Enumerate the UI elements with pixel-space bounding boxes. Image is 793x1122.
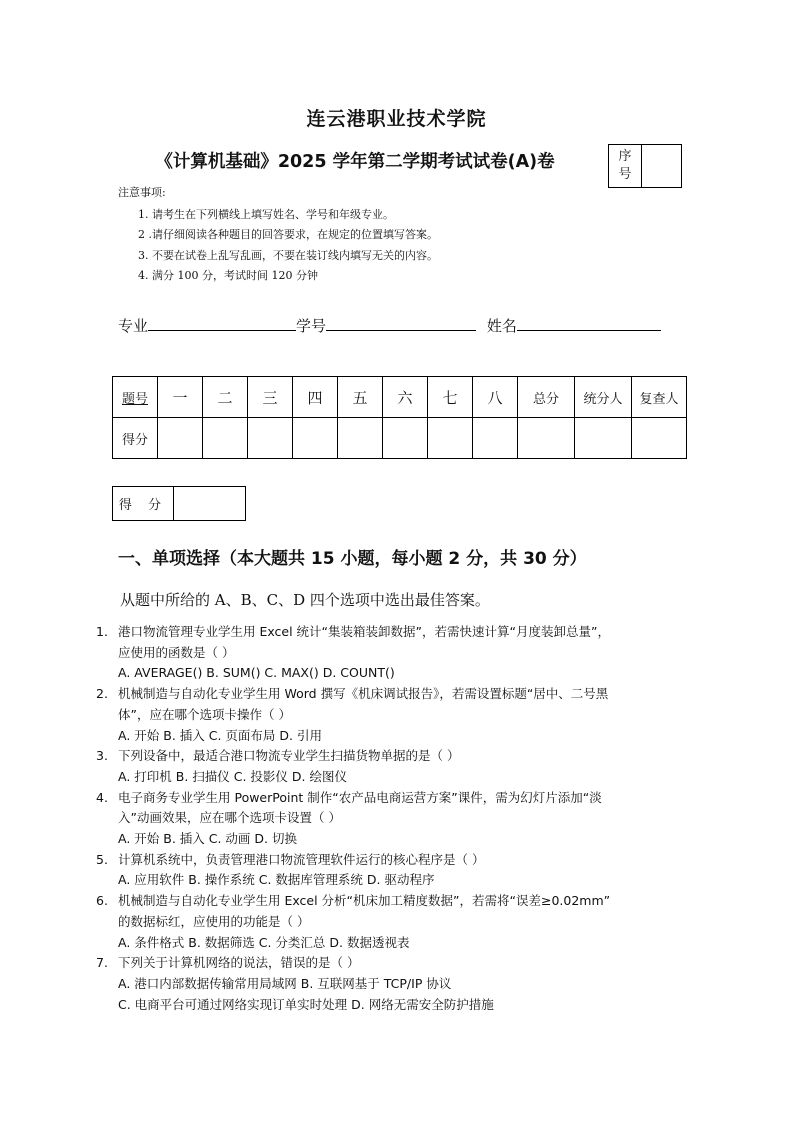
question-options: A. 港口内部数据传输常用局域网 B. 互联网基于 TCP/IP 协议 [118,975,452,991]
question-text: 港口物流管理专业学生用 Excel 统计“集装箱装卸数据”，若需快速计算“月度装卸总量”， [118,624,610,639]
question-item [96,622,696,684]
score-cell[interactable] [575,418,632,459]
score-header-cell: 五 [338,377,383,418]
sequence-number-box [608,144,682,188]
major-input-line[interactable] [148,314,296,331]
question-text: 下列设备中，最适合港口物流专业学生扫描货物单据的是（ ） [118,748,460,764]
score-table-header-row [113,377,687,418]
question-number: 7. [96,955,108,971]
question-text: 应使用的函数是（ ） [118,644,235,660]
score-header-cell: 题号 [113,377,158,418]
notes-heading: 注意事项: [118,186,166,199]
question-number: 3. [96,748,108,764]
question-text: 体”，应在哪个选项卡操作（ ） [118,706,291,722]
score-cell[interactable] [428,418,473,459]
question-options: C. 电商平台可通过网络实现订单实时处理 D. 网络无需安全防护措施 [118,996,494,1012]
question-number: 4. [96,789,108,805]
score-header-cell: 二 [203,377,248,418]
note-item: 1. 请考生在下列横线上填写姓名、学号和年级专业。 [138,207,394,221]
student-info-fields [118,314,661,337]
score-cell[interactable] [203,418,248,459]
question-item [96,953,696,1015]
question-number: 2. [96,686,108,702]
name-input-line[interactable] [517,314,661,331]
note-item: 3. 不要在试卷上乱写乱画，不要在装订线内填写无关的内容。 [138,248,438,262]
score-table [112,376,687,459]
student-id-label: 学号 [296,317,327,335]
notes [118,183,438,287]
question-text: 的数据标红，应使用的功能是（ ） [118,913,310,929]
score-header-cell: 一 [158,377,203,418]
question-text: 计算机系统中，负责管理港口物流管理软件运行的核心程序是（ ） [118,851,485,867]
score-cell[interactable] [248,418,293,459]
question-number: 5. [96,851,108,867]
score-cell[interactable] [158,418,203,459]
question-options: A. 应用软件 B. 操作系统 C. 数据库管理系统 D. 驱动程序 [118,872,435,888]
score-header-cell: 统分人 [575,377,632,418]
score-header-cell: 八 [473,377,518,418]
question-options: A. 打印机 B. 扫描仪 C. 投影仪 D. 绘图仪 [118,768,347,784]
sequence-label-char-2: 号 [618,167,632,182]
question-item [96,684,696,746]
section-instruction: 从题中所给的 A、B、C、D 四个选项中选出最佳答案。 [120,591,490,609]
question-item [96,850,696,891]
question-number: 1. [96,624,108,639]
school-name: 连云港职业技术学院 [306,108,487,130]
score-cell[interactable] [473,418,518,459]
question-options: A. 开始 B. 插入 C. 动画 D. 切换 [118,831,297,847]
student-id-input-line[interactable] [326,314,476,331]
question-list [96,622,696,1015]
note-item: 2 .请仔细阅读各种题目的回答要求，在规定的位置填写答案。 [138,228,438,241]
sequence-label-char-1: 序 [618,149,632,164]
sequence-value-field[interactable] [642,145,681,187]
sequence-label [609,145,642,187]
section-title: 一、单项选择（本大题共 15 小题，每小题 2 分，共 30 分） [118,549,587,569]
question-text: 入”动画效果，应在哪个选项卡设置（ ） [118,810,341,826]
score-cell[interactable] [518,418,575,459]
question-text: 机械制造与自动化专业学生用 Word 撰写《机床调试报告》，若需设置标题“居中、二号黑 [118,686,609,702]
question-item [96,746,696,787]
score-header-cell: 总分 [518,377,575,418]
section-score-label: 得 分 [113,487,174,520]
score-header-cell: 四 [293,377,338,418]
score-header-cell: 七 [428,377,473,418]
score-cell[interactable] [632,418,687,459]
major-label: 专业 [118,317,149,335]
question-text: 机械制造与自动化专业学生用 Excel 分析“机床加工精度数据”，若需将“误差≥0.02mm” [118,893,611,909]
section-score-box [112,486,246,521]
score-cell[interactable] [338,418,383,459]
question-item [96,891,696,953]
score-header-cell: 复查人 [632,377,687,418]
question-number: 6. [96,893,108,909]
name-label: 姓名 [486,317,517,335]
note-item: 4. 满分 100 分，考试时间 120 分钟 [138,269,318,282]
question-text: 下列关于计算机网络的说法，错误的是（ ） [118,955,360,971]
exam-title: 《计算机基础》2025 学年第二学期考试试卷(A)卷 [155,152,555,172]
question-item [96,788,696,850]
question-options: A. 开始 B. 插入 C. 页面布局 D. 引用 [118,727,322,743]
score-header-cell: 六 [383,377,428,418]
question-options: A. 条件格式 B. 数据筛选 C. 分类汇总 D. 数据透视表 [118,934,410,950]
question-text: 电子商务专业学生用 PowerPoint 制作“农产品电商运营方案”课件，需为幻灯片添加“淡 [118,789,602,805]
score-cell[interactable] [383,418,428,459]
score-row-label: 得分 [113,418,158,459]
question-options: A. AVERAGE() B. SUM() C. MAX() D. COUNT() [118,665,395,681]
score-header-cell: 三 [248,377,293,418]
section-score-field[interactable] [174,487,245,520]
score-table-score-row [113,418,687,459]
score-cell[interactable] [293,418,338,459]
